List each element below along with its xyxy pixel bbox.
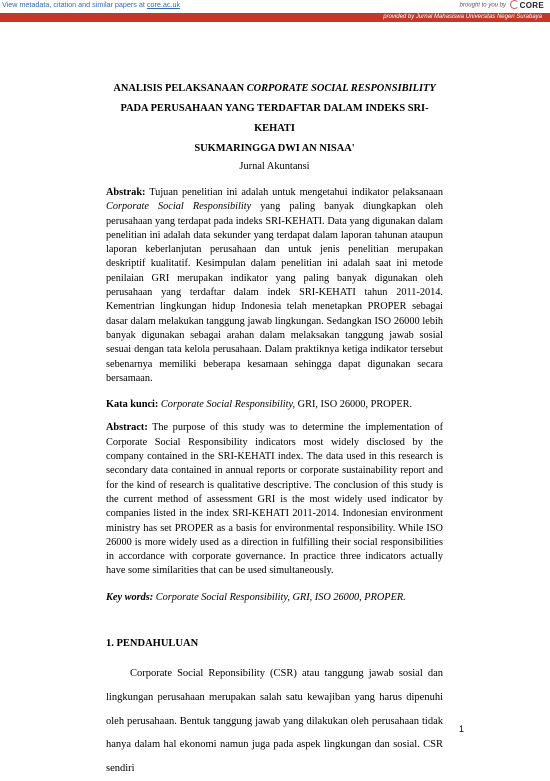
kata-kunci-rest: GRI, ISO 26000, PROPER. xyxy=(295,399,413,411)
page-number: 1 xyxy=(459,724,465,734)
paper-content xyxy=(106,79,443,781)
core-logo-icon xyxy=(510,0,519,9)
core-link[interactable]: core.ac.uk xyxy=(146,0,181,9)
title-italic: CORPORATE SOCIAL RESPONSIBILITY xyxy=(246,83,436,94)
paper-title-line-2: PADA PERUSAHAAN YANG TERDAFTAR DALAM INDEKS SRI- xyxy=(120,103,429,114)
abstrak-paragraph xyxy=(106,186,443,386)
brought-by-text: brought to you by xyxy=(459,2,506,9)
journal-name: Jurnal Akuntansi xyxy=(239,161,310,172)
author-name: SUKMARINGGA DWI AN NISAA' xyxy=(194,143,355,154)
paper-title-line-3: KEHATI xyxy=(254,123,295,134)
key-words-label: Key words: xyxy=(106,591,154,603)
core-banner xyxy=(0,0,550,9)
section-heading: 1. PENDAHULUAN xyxy=(106,638,199,650)
kata-kunci xyxy=(106,398,443,412)
section-paragraph: Corporate Social Reponsibility (CSR) atau tanggung jawab sosial dan lingkungan perusahaan merupakan salah satu kewajiban yang harus dipenuhi oleh perusahaan. Bentuk tanggung jawab yang dilakukan oleh perusahaan tidak hanya dalam hal ekonomi namun juga pada aspek lingkungan dan sosial. CSR sendiri xyxy=(106,668,443,775)
abstrak-text-1: Tujuan penelitian ini adalah untuk mengetahui indikator pelaksanaan xyxy=(145,187,443,198)
title-plain: ANALISIS PELAKSANAAN xyxy=(113,83,247,94)
metadata-banner xyxy=(2,0,180,9)
key-words xyxy=(106,591,443,605)
kata-kunci-label: Kata kunci: xyxy=(106,399,159,411)
paper-title-line-1 xyxy=(106,79,443,99)
abstract-paragraph xyxy=(106,421,443,578)
abstrak-text-2: yang paling banyak diungkapkan oleh perusahaan yang terdapat pada indeks SRI-KEHATI. Data yang digunakan dalam penelitian ini adalah data sekunder yang terdapat dalam laporan tahunan ataupun laporan keberlanjutan perusahaan dan untuk jenis penelitian merupakan deskriptif kualitatif. Kesimpulan dalam penelitian ini adalah saat ini metode penilaian GRI merupakan indikator yang paling banyak digunakan oleh perusahaan yang terdaftar dalam indek SRI-KEHATI tahun 2011-2014. Kementrian lingkungan hidup Indonesia telah menetapkan PROPER sebagai dasar dalam melakukan tanggung jawab lingkungan. Sedangkan ISO 26000 lebih banyak digunakan sebagai arahan dalam melaksakan tanggung jawab sosial sesuai dengan tata kelola perusahaan. Dalam praktiknya ketiga indikator tersebut sebenarnya memiliki beberapa kesamaan sehingga dapat digunakan secara bersamaan. xyxy=(106,201,444,384)
kata-kunci-italic: Corporate Social Responsibility, xyxy=(158,399,296,411)
key-words-text: Corporate Social Responsibility, GRI, ISO 26000, PROPER. xyxy=(153,591,406,603)
abstract-label: Abstract: xyxy=(106,422,148,434)
abstract-text: The purpose of this study was to determine the implementation of Corporate Social Responsibility indicators most widely disclosed by the company contained in the SRI-KEHATI index. The data used in this research is secondary data contained in annual reports or corporate sustainability report and for the kind of research is qualitative descriptive. The conclusion of this study is the current method of assessment GRI is the most widely used indicator by companies listed in the index SRI-KEHATI 2011-2014. Indonesian environment ministry has set PROPER as a basis for environmental responsibility. While ISO 26000 is more widely used as a direction in fulfilling their social responsibilities in accordance with corporate governance. In practice three indicators actually have some similarities that can be used simultaneously. xyxy=(106,422,443,577)
core-logo[interactable] xyxy=(510,0,544,10)
provider-text: provided by Jurnal Mahasiswa Universitas Negeri Surabaya xyxy=(383,14,542,20)
abstrak-label: Abstrak: xyxy=(106,187,146,198)
core-logo-text: CORE xyxy=(519,1,544,10)
metadata-banner-text: View metadata, citation and similar papers at xyxy=(2,0,147,9)
brought-by xyxy=(460,0,544,11)
abstrak-italic: Corporate Social Responsibility xyxy=(106,201,252,213)
provider-bar xyxy=(0,13,550,22)
